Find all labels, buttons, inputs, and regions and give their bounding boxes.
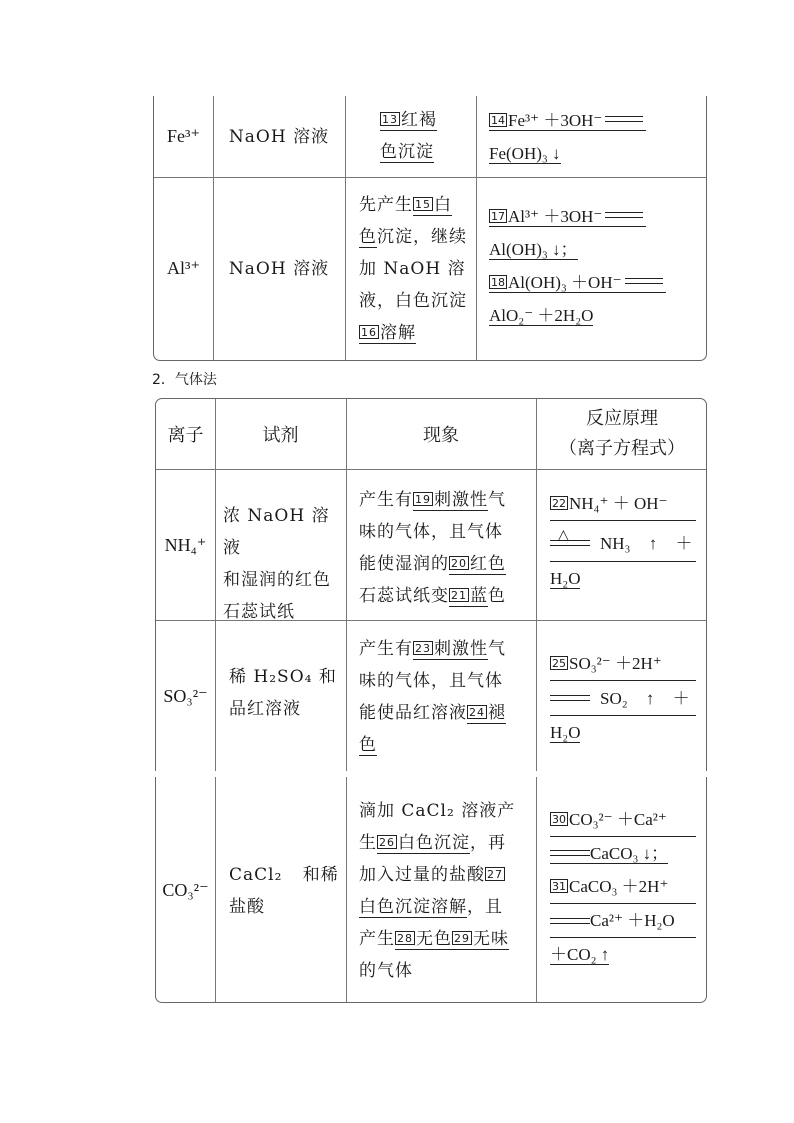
- phenomenon-cell-fe: [380, 104, 476, 174]
- ion-al: Al³⁺: [167, 258, 200, 278]
- header-phenomenon-label: 现象: [423, 425, 459, 446]
- equation-cell-so3: [550, 647, 696, 749]
- ion-test-table-gas-continued: [155, 777, 707, 1003]
- blank-number: 18: [491, 276, 505, 289]
- equation-text: H₂O: [550, 569, 581, 588]
- text: 产生: [359, 929, 395, 949]
- blank-number: 26: [379, 836, 395, 849]
- ion-co3: CO₃²⁻: [162, 879, 209, 900]
- equation-text: ＋CO₂ ↑: [550, 945, 610, 964]
- equation-text: Al³⁺ ＋3OH⁻: [508, 207, 603, 226]
- blank-number: 13: [382, 113, 398, 126]
- phenomenon-cell-so3: [359, 633, 535, 761]
- text: 产生有: [359, 639, 413, 659]
- answer-text: 无色: [416, 929, 452, 949]
- answer-text: 白色沉淀: [398, 833, 470, 853]
- equation-text: SO₃²⁻ ＋2H⁺: [569, 654, 662, 673]
- answer-text: 红色: [470, 554, 506, 574]
- answer-text: 白: [434, 195, 452, 215]
- phenomenon-cell-co3: [359, 795, 535, 987]
- text: 液，白色沉淀: [359, 291, 467, 311]
- blank-number: 16: [361, 326, 377, 339]
- answer-text: 白色沉淀溶解: [359, 897, 467, 917]
- blank-number: 17: [491, 210, 505, 223]
- equation-text: Fe(OH)₃ ↓: [489, 144, 561, 163]
- text: 浓 NaOH 溶液: [223, 506, 330, 558]
- equation-cell-nh4: [550, 487, 696, 595]
- answer-text: 褪: [488, 703, 506, 723]
- ion-cell-co3: [156, 777, 215, 1003]
- blank-number: 24: [469, 706, 485, 719]
- header-principle-sublabel: （离子方程式）: [559, 438, 685, 459]
- text: 滴加 CaCl₂ 溶液产: [359, 801, 516, 821]
- text: CaCl₂ 和稀: [229, 865, 339, 885]
- blank-number: 22: [552, 497, 566, 510]
- blank-number: 28: [397, 932, 413, 945]
- text: ，再: [470, 833, 506, 853]
- equation-text: AlO₂⁻ ＋2H₂O: [489, 306, 594, 325]
- answer-text: 无味: [473, 929, 509, 949]
- reagent-cell-al: [213, 178, 345, 359]
- text: 气: [488, 639, 506, 659]
- reagent-cell-co3: [229, 859, 345, 923]
- ion-fe: Fe³⁺: [167, 126, 200, 146]
- blank-number: 29: [454, 932, 470, 945]
- text: 稀 H₂SO₄ 和: [229, 667, 337, 687]
- equals-sign: [625, 278, 663, 284]
- phenomenon-cell-nh4: [359, 484, 535, 612]
- ion-cell-nh4: [156, 470, 215, 620]
- text: 生: [359, 833, 377, 853]
- header-reagent: [215, 399, 346, 469]
- equation-text: NH₃ ↑ ＋: [600, 533, 693, 553]
- text: 沉淀，继续: [377, 227, 467, 247]
- blank-number: 15: [415, 198, 431, 211]
- reagent-cell-fe: [213, 96, 345, 177]
- blank-number: 31: [552, 880, 566, 893]
- header-ion: [156, 399, 215, 469]
- equation-cell-al: [489, 200, 704, 332]
- text: 味的气体，且气体: [359, 522, 503, 542]
- text: 能使品红溶液: [359, 703, 467, 723]
- text: 味的气体，且气体: [359, 671, 503, 691]
- reagent-cell-so3: [229, 661, 345, 725]
- answer-text: 蓝: [470, 586, 488, 606]
- blank-number: 14: [491, 114, 505, 127]
- ion-cell-so3: [156, 621, 215, 771]
- text: 先产生: [359, 195, 413, 215]
- answer-text: 刺激性: [434, 490, 488, 510]
- text: 气: [488, 490, 506, 510]
- equals-sign: [605, 212, 643, 218]
- text: 的气体: [359, 961, 413, 981]
- blank-number: 30: [552, 813, 566, 826]
- header-principle-label: 反应原理: [586, 408, 658, 429]
- answer-text: 色: [359, 227, 377, 247]
- blank-number: 25: [552, 657, 566, 670]
- text: ，且: [467, 897, 503, 917]
- text: 能使湿润的: [359, 554, 449, 574]
- equals-sign: [550, 918, 590, 924]
- blank-number: 19: [415, 493, 431, 506]
- text: 产生有: [359, 490, 413, 510]
- ion-cell-fe: [154, 96, 213, 177]
- ion-cell-al: [154, 178, 213, 359]
- equation-text: Fe³⁺ ＋3OH⁻: [508, 111, 603, 130]
- reagent-al: NaOH 溶液: [228, 258, 330, 279]
- header-ion-label: 离子: [167, 425, 204, 446]
- text: 加 NaOH 溶: [359, 259, 466, 279]
- heat-symbol: △: [558, 528, 569, 543]
- equals-sign: [605, 116, 643, 122]
- answer-text: 色沉淀: [380, 142, 434, 162]
- equation-text: CaCO₃ ＋2H⁺: [569, 877, 669, 896]
- text: 石蕊试纸: [223, 602, 295, 622]
- equation-text: Ca²⁺ ＋H₂O: [590, 911, 675, 930]
- equation-text: SO₂ ↑ ＋: [600, 688, 690, 708]
- answer-text: 溶解: [380, 323, 416, 343]
- reagent-cell-nh4: [223, 500, 345, 628]
- equation-text: CaCO₃ ↓；: [590, 844, 669, 863]
- ion-so3: SO₃²⁻: [163, 685, 208, 706]
- header-reagent-label: 试剂: [262, 425, 299, 446]
- header-phenomenon: [346, 399, 536, 469]
- equation-text: CO₃²⁻ ＋Ca²⁺: [569, 810, 667, 829]
- phenomenon-cell-al: [359, 189, 474, 349]
- answer-text: 红褐: [401, 110, 437, 130]
- ion-nh4: NH₄⁺: [164, 534, 207, 555]
- equation-cell-co3: [550, 803, 696, 971]
- text: 和湿润的红色: [223, 570, 331, 590]
- equals-sign: [550, 540, 590, 546]
- equation-cell-fe: [489, 104, 704, 170]
- equation-text: NH₄⁺ ＋ OH⁻: [569, 494, 668, 513]
- section-title: 2．气体法: [152, 372, 217, 388]
- ion-test-table-precipitation: [153, 96, 707, 361]
- equation-text: H₂O: [550, 723, 581, 742]
- reagent-fe: NaOH 溶液: [228, 126, 330, 147]
- blank-number: 20: [451, 557, 467, 570]
- answer-text: 刺激性: [434, 639, 488, 659]
- text: 加入过量的盐酸: [359, 865, 485, 885]
- text: 石蕊试纸变: [359, 586, 449, 606]
- equals-sign: [550, 695, 590, 701]
- equation-text: Al(OH)₃ ↓；: [489, 240, 578, 259]
- text: 品红溶液: [229, 699, 301, 719]
- answer-text: 色: [359, 735, 377, 755]
- blank-number: 27: [487, 868, 503, 881]
- blank-number: 23: [415, 642, 431, 655]
- text: 色: [488, 586, 506, 606]
- blank-number: 21: [451, 589, 467, 602]
- ion-test-table-gas: [155, 398, 707, 771]
- header-principle: [536, 399, 707, 469]
- equals-sign: [550, 850, 590, 856]
- equation-text: Al(OH)₃ ＋OH⁻: [508, 273, 622, 292]
- text: 盐酸: [229, 897, 265, 917]
